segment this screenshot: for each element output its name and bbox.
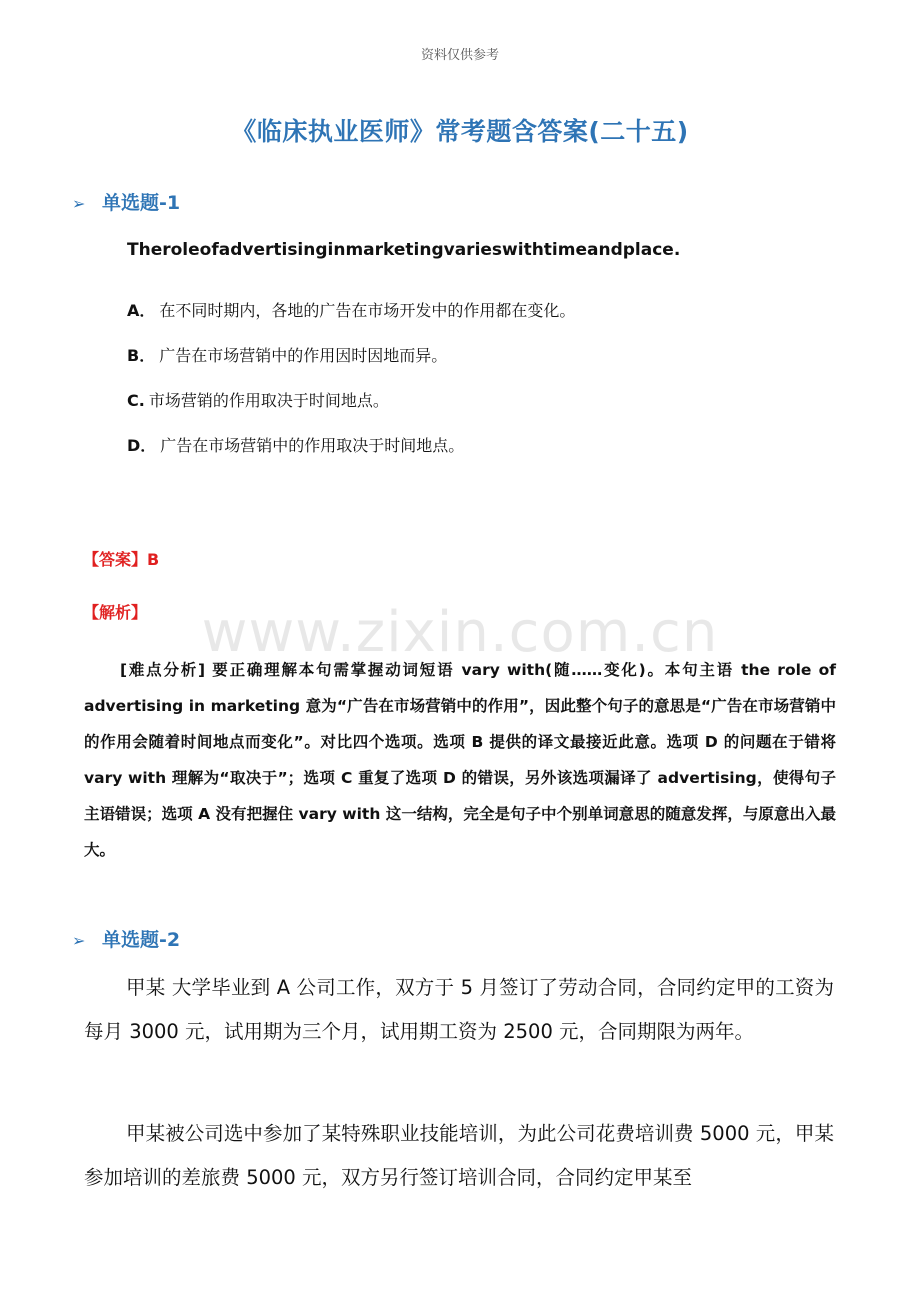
option-label: D． — [127, 436, 157, 455]
option-b — [127, 343, 447, 366]
option-label: B． — [127, 346, 156, 365]
option-label: C. — [127, 391, 145, 410]
section-heading-text: 单选题-1 — [102, 192, 181, 214]
page-title: 《临床执业医师》常考题含答案(二十五) — [231, 117, 689, 146]
option-c — [127, 388, 389, 411]
option-text: 广告在市场营销中的作用因时因地而异。 — [159, 346, 448, 365]
question-text: Theroleofadvertisinginmarketingvarieswithtimeandplace. — [127, 240, 681, 260]
answer-tag: 【答案】B — [83, 550, 160, 569]
section-heading-q2 — [72, 925, 180, 952]
arrowhead-icon: ➢ — [72, 931, 86, 950]
arrowhead-icon: ➢ — [72, 194, 86, 213]
question-paragraph-1: 甲某 大学毕业到 A 公司工作，双方于 5 月签订了劳动合同，合同约定甲的工资为每月 3000 元，试用期为三个月，试用期工资为 2500 元，合同期限为两年。 — [84, 976, 834, 1043]
watermark: www.zixin.com.cn — [201, 600, 719, 665]
option-text: 市场营销的作用取决于时间地点。 — [148, 391, 389, 410]
analysis-text: [难点分析] 要正确理解本句需掌握动词短语 vary with(随……变化)。本句主语 the role of advertising in marketing 意为“广告在市场营销中的作用”，因此整个句子的意思是“广告在市场营销中的作用会随着时间地点而变化”。对比四个选项。选项 B 提供的译文最接近此意。选项 D 的问题在于错将 vary with 理解为“取决于”；选项 C 重复了选项 D 的错误，另外该选项漏译了 advertising，使得句子主语错误；选项 A 没有把握住 vary with 这一结构，完全是句子中个别单词意思的随意发挥，与原意出入最大。 — [84, 661, 836, 859]
option-a — [127, 298, 575, 321]
analysis-tag: 【解析】 — [83, 603, 148, 622]
option-text: 广告在市场营销中的作用取决于时间地点。 — [160, 436, 465, 455]
option-text: 在不同时期内，各地的广告在市场开发中的作用都在变化。 — [159, 301, 576, 320]
header-note: 资料仅供参考 — [420, 48, 499, 63]
question-paragraph-2: 甲某被公司选中参加了某特殊职业技能培训，为此公司花费培训费 5000 元，甲某参加培训的差旅费 5000 元，双方另行签订培训合同，合同约定甲某至 — [84, 1122, 834, 1189]
section-heading-text: 单选题-2 — [102, 929, 181, 951]
option-label: A． — [127, 301, 156, 320]
option-d — [127, 433, 464, 456]
section-heading-q1 — [72, 188, 180, 215]
